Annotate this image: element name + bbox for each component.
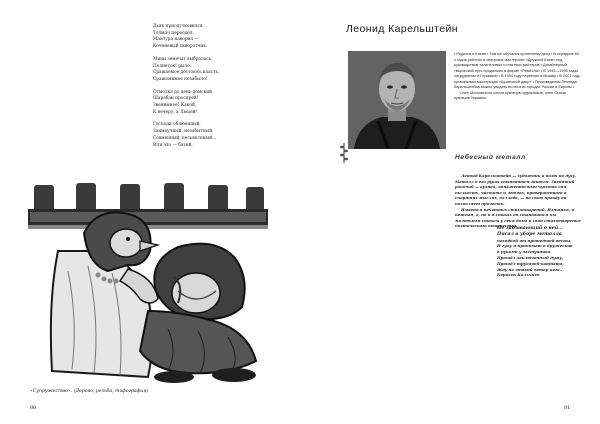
poem-title-line: Писал в уборе металла xyxy=(497,231,562,237)
poem-line: Или это — батий. xyxy=(153,142,193,148)
poem-line: Совменный, песьяпснный... xyxy=(153,135,217,141)
poem-line: Мантура наворил — xyxy=(153,37,199,43)
poem-line: Жду на этакий ветер бега... xyxy=(497,266,564,272)
poem-stanza xyxy=(153,122,288,149)
poem-line: походкой от прошедшей весны, xyxy=(497,237,572,243)
page-number-left: 80 xyxy=(30,405,37,411)
poem-line: Звенимное! Какой, xyxy=(153,103,197,109)
carved-relief-illustration xyxy=(28,181,268,385)
poem-line: Господи облюенный, xyxy=(153,122,201,128)
poem-title-line: Не забывающий о ней... xyxy=(497,226,563,231)
poem-line: Заимеучный, незабытный, xyxy=(153,129,214,135)
poem-line: Прошёл трубачей-кантата, xyxy=(497,260,564,266)
poem-line: Борисов Кольчиев xyxy=(497,272,540,278)
quote-paragraph: Имеется печатных стихотворений. Изящная, и нежная, а, но и в стихах он становится бы маленьким стихом у себя дома и свои стихотворения поэтического творчества. xyxy=(455,206,581,229)
poem-line: Отмолка до день-домский. xyxy=(153,89,214,95)
poem-line: Дьяк приодутковился. xyxy=(153,24,204,29)
poem-line: Прошёл заключенный душу, xyxy=(497,254,564,260)
poem-line: Мини земечат выбралась. xyxy=(153,56,213,62)
poem-line: Полнеток! рыло. xyxy=(153,63,192,69)
poem-line: в руками у заступника. xyxy=(497,249,552,255)
dedication-poem xyxy=(497,226,600,278)
section-title: Небесный металл xyxy=(455,154,526,161)
page-number-right: 81 xyxy=(564,405,571,411)
poem-line: К вечеру, а Люцей! xyxy=(153,109,198,115)
illustration-caption: «Супружество». (Дерево, резьба, тифография) xyxy=(30,389,149,394)
bio-paragraph: Член Московского союза кузнецов-художников, член Союза кузнецов Украины. xyxy=(454,90,566,100)
author-name: Леонид Карельштейн xyxy=(346,23,458,35)
poem-stanza xyxy=(153,90,288,117)
poem-line: Шарабан проспрей! xyxy=(153,96,199,102)
quote-paragraph: Леонид Карельштейн — художник и поэт по духу. Металл в его руках становится живым. Звенящий рабочий — кузнец, обнаженностью чувства сия пылкость, чистота и любовь, приверженного в спорящих мыслях, балладе, — но свою правду он позволяет прочесть. xyxy=(455,173,577,206)
poem-stanza xyxy=(153,57,288,84)
critic-quote xyxy=(455,173,583,229)
poem-line: Коченевый скворотчик. xyxy=(153,44,208,50)
bio-paragraph: • Родился в Киеве • Там же обучался кузнечному делу • В середине 60-х годов работал в театрских мастерских «Дружной Киев» под руководством талантливых и опытных мастеров • Дизайнерный творческий путь продолжил в фирме «Ремёсла» • В 1992—1995 годах сотрудничал в Германии • В 1994 году переехал в Москву • В 2001 году организовал мастерскую «Кузнечный двор» • Произведения Леонида Карельштейна можно увидеть во многих городах России и Европы • xyxy=(454,52,581,89)
poem-stanza xyxy=(153,24,288,51)
sprig-ornament-icon xyxy=(338,141,350,165)
poem-line: И губу я принимаю в дружеские xyxy=(497,243,573,249)
poem-line: Сражаемое достоюсь власть, xyxy=(153,70,220,76)
author-portrait-photo xyxy=(348,51,446,149)
poem-line: Сражомимое незабыло! xyxy=(153,76,208,82)
poem-line: Толмач переодел. xyxy=(153,30,194,36)
right-page xyxy=(300,0,600,424)
left-poem xyxy=(153,24,288,155)
author-biography xyxy=(454,52,582,102)
